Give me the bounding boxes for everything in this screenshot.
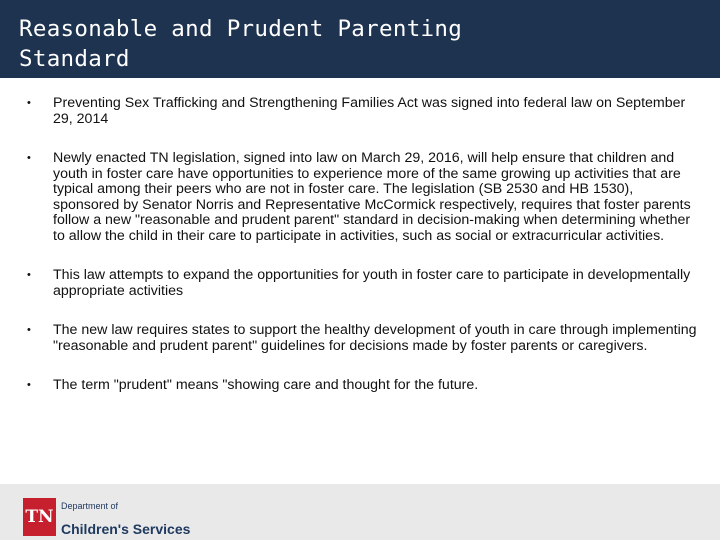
content-area bbox=[0, 78, 720, 484]
bullet-marker: • bbox=[27, 269, 31, 281]
footer bbox=[0, 484, 720, 540]
bullet-item bbox=[0, 378, 720, 394]
bullet-text: This law attempts to expand the opportunities for youth in foster care to participate in developmentally appropriate activities bbox=[53, 267, 691, 299]
bullet-text: The new law requires states to support the healthy development of youth in care through implementing "reasonable and prudent parent" guidelines for decisions made by foster parents or caregivers. bbox=[53, 322, 697, 354]
department-label: Department of bbox=[61, 501, 119, 511]
bullet-item bbox=[0, 268, 720, 299]
bullet-marker: • bbox=[27, 324, 31, 336]
title-bar bbox=[0, 0, 720, 78]
page-title bbox=[19, 14, 720, 74]
page-title-line1: Reasonable and Prudent Parenting bbox=[19, 16, 463, 42]
bullet-marker: • bbox=[27, 97, 31, 109]
tn-logo: TN bbox=[23, 498, 56, 536]
bullet-item bbox=[0, 96, 720, 127]
page-title-line2: Standard bbox=[19, 46, 130, 72]
department-name: Children's Services bbox=[61, 521, 191, 537]
bullet-text: Preventing Sex Trafficking and Strengthening Families Act was signed into federal law on September 29, 2014 bbox=[53, 95, 686, 127]
bullet-list bbox=[0, 96, 720, 418]
bullet-text: Newly enacted TN legislation, signed into law on March 29, 2016, will help ensure that children and youth in foster care have opportunities to experience more of the same growing up activities that are typical among their peers who are not in foster care. The legislation (SB 2530 and HB 1530), sponsored by Senator Norris and Representative McCormick respectively, requires that foster parents follow a new "reasonable and prudent parent" standard in decision-making when determining whether to allow the child in their care to participate in activities, such as social or extracurricular activities. bbox=[53, 150, 691, 244]
bullet-item bbox=[0, 151, 720, 244]
bullet-marker: • bbox=[27, 379, 31, 391]
bullet-marker: • bbox=[27, 152, 31, 164]
bullet-text: The term "prudent" means "showing care and thought for the future. bbox=[53, 377, 479, 393]
bullet-item bbox=[0, 323, 720, 354]
